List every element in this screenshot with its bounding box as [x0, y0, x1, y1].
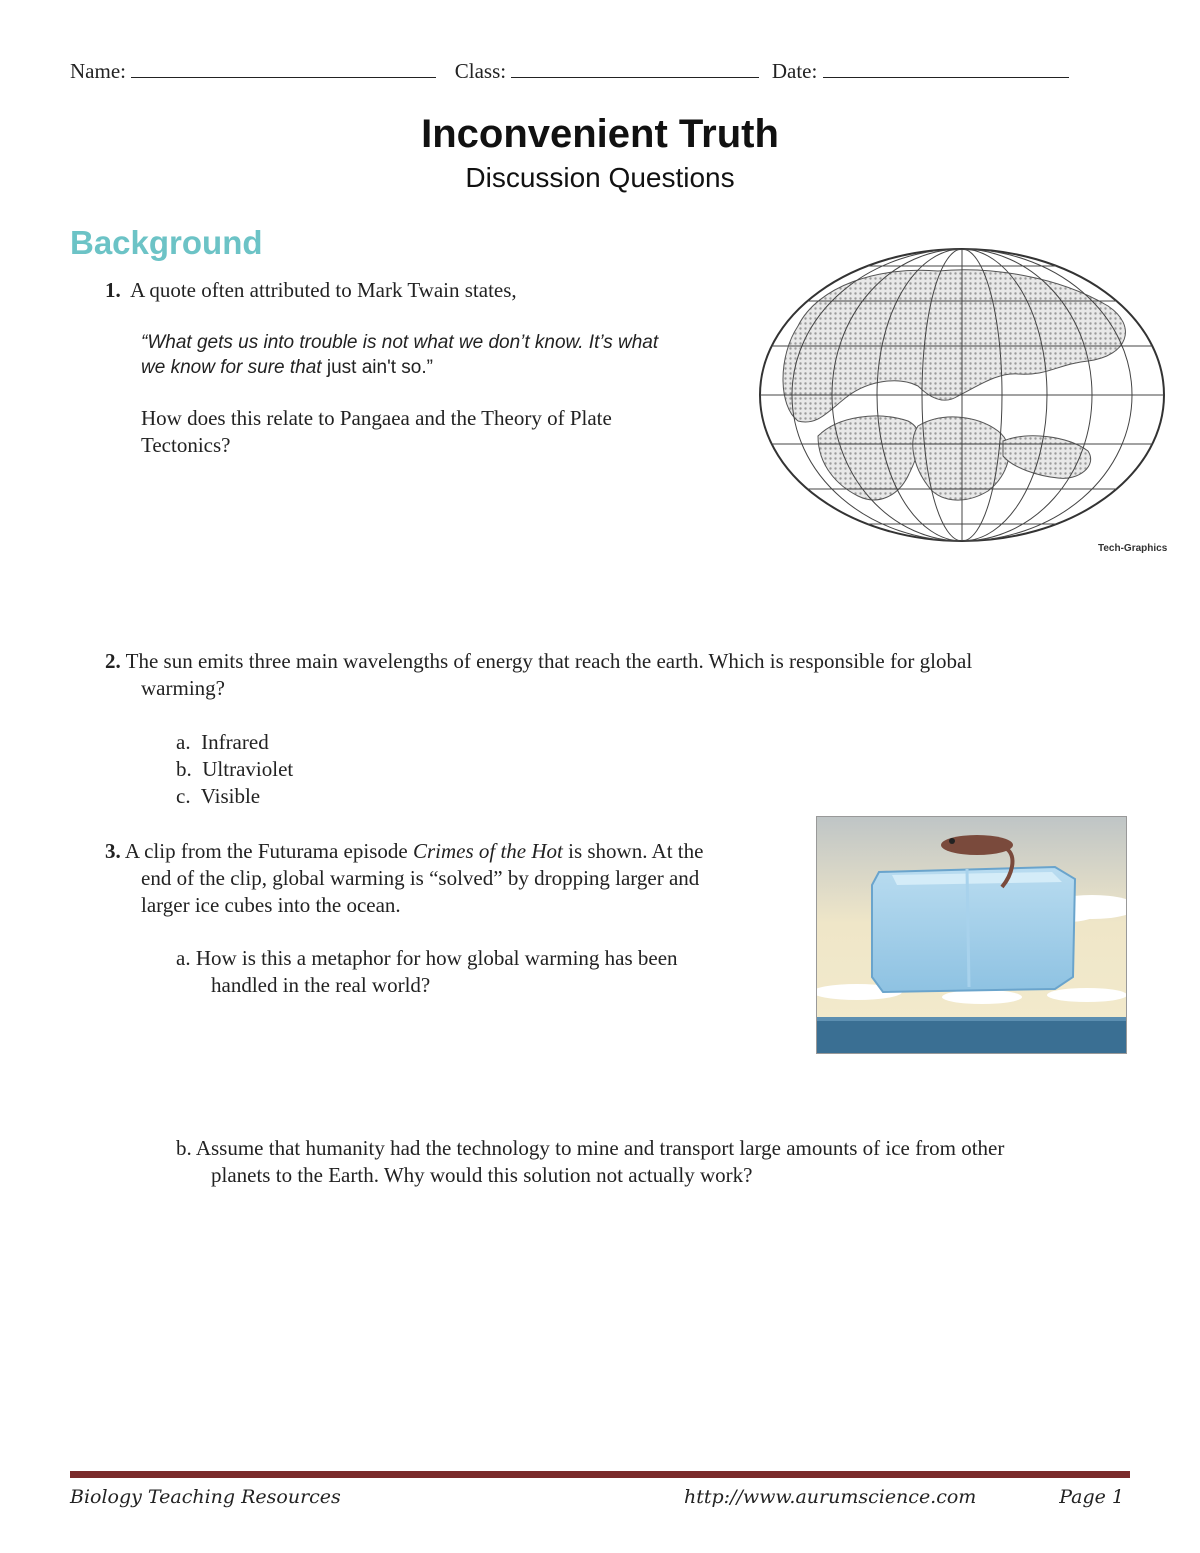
q1-question-line2: Tectonics?	[141, 433, 231, 457]
q2-line2: warming?	[141, 676, 225, 700]
q2-line1: The sun emits three main wavelengths of energy that reach the earth. Which is responsible for global	[125, 649, 973, 673]
page-subtitle: Discussion Questions	[465, 162, 735, 193]
q1-question-line1: How does this relate to Pangaea and the Theory of Plate	[141, 406, 612, 430]
question-2	[105, 648, 1115, 702]
q2-option-b[interactable]: b. Ultraviolet	[176, 757, 294, 781]
q1-intro: A quote often attributed to Mark Twain states,	[130, 278, 517, 302]
q3-number: 3.	[105, 839, 121, 863]
futurama-clip-image	[816, 816, 1127, 1054]
question-1	[105, 277, 745, 304]
q3-part-b: b. Assume that humanity had the technology to mine and transport large amounts of ice from other planets to the Earth. Why would this solution not actually work?	[176, 1136, 1005, 1187]
q1-quote-line1: “What gets us into trouble is not what we don’t know. It’s what	[141, 332, 659, 353]
q2-option-a[interactable]: a. Infrared	[176, 730, 269, 754]
q2-option-c[interactable]: c. Visible	[176, 784, 261, 808]
q3-part-a: a. How is this a metaphor for how global warming has been handled in the real world?	[176, 946, 678, 997]
date-blank[interactable]	[823, 59, 1069, 78]
page-title: Inconvenient Truth	[421, 112, 779, 156]
name-label: Name:	[70, 59, 126, 83]
section-heading: Background	[70, 224, 263, 261]
q1-quote-line2-plain: just ain't so.”	[321, 357, 433, 378]
question-3: 3. A clip from the Futurama episode Crimes of the Hot is shown. At the end of the clip, global warming is “solved” by dropping larger and larger ice cubes into the ocean.	[105, 839, 704, 917]
episode-title: Crimes of the Hot	[412, 839, 563, 863]
class-blank[interactable]	[511, 59, 759, 78]
q1-quote	[141, 330, 751, 380]
image-credit: Tech-Graphics	[1098, 543, 1168, 554]
footer-rule	[70, 1471, 1130, 1478]
q1-quote-line2-italic: we know for sure that	[141, 357, 322, 378]
name-blank[interactable]	[131, 59, 436, 78]
q2-number: 2.	[105, 649, 121, 673]
q1-number: 1.	[105, 278, 121, 302]
q1-question	[141, 405, 741, 459]
footer-page: Page 1	[1059, 1486, 1124, 1508]
footer-left: Biology Teaching Resources	[70, 1486, 341, 1508]
header-fields	[70, 58, 1069, 85]
q2-options	[176, 729, 293, 810]
date-label: Date:	[771, 59, 818, 83]
pangaea-globe-image	[758, 246, 1170, 552]
class-label: Class:	[454, 59, 507, 83]
footer-url[interactable]: http://www.aurumscience.com	[684, 1486, 977, 1508]
